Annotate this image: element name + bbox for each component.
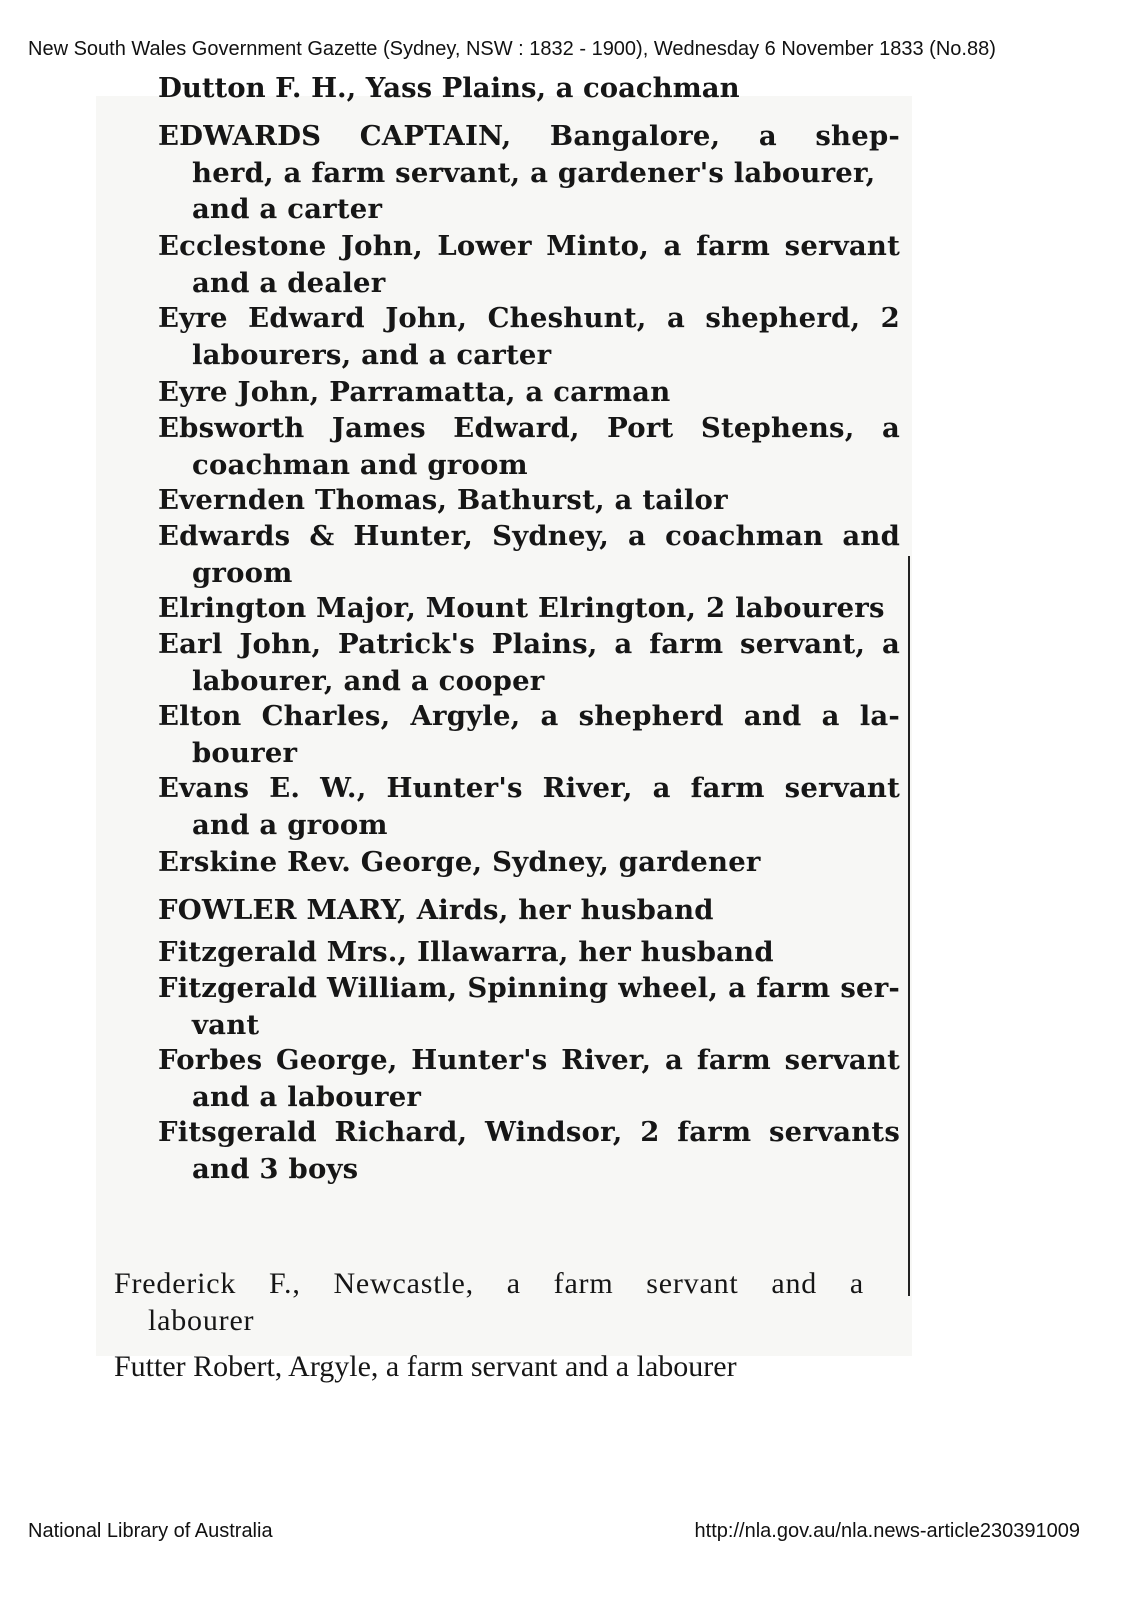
- entry-continuation-line: labourers, and a carter: [192, 338, 552, 371]
- list-item: [158, 970, 900, 1043]
- list-item: [158, 698, 900, 771]
- article-url[interactable]: http://nla.gov.au/nla.news-article230391009: [694, 1520, 1080, 1542]
- entry-continuation-line: and a dealer: [192, 266, 386, 299]
- list-item: [158, 374, 900, 411]
- entry-continuation-line: herd, a farm servant, a gardener's labourer,: [192, 156, 876, 189]
- entry-line: Fitzgerald William, Spinning wheel, a farm ser-: [158, 972, 900, 1004]
- list-item: [158, 770, 900, 843]
- cut-off-top-text: Dutton F. H., Yass Plains, a coachman: [158, 72, 740, 104]
- entry-line: Edwards & Hunter, Sydney, a coachman and: [158, 520, 900, 552]
- entry-line: Frederick F., Newcastle, a farm servant and a: [114, 1267, 864, 1300]
- entry-line: Ebsworth James Edward, Port Stephens, a: [158, 412, 900, 444]
- entry-line: Evernden Thomas, Bathurst, a tailor: [158, 484, 728, 516]
- cut-off-bottom-line: [114, 1350, 874, 1383]
- entry-continuation-line: labourer: [148, 1303, 255, 1337]
- entry-line: Elton Charles, Argyle, a shepherd and a la-: [158, 700, 900, 732]
- entry-continuation-line: and a labourer: [192, 1080, 422, 1113]
- entry-continuation-line: groom: [192, 556, 293, 589]
- entry-line: Evans E. W., Hunter's River, a farm servant: [158, 772, 900, 804]
- scanned-article: [96, 72, 912, 1383]
- list-item: [158, 844, 900, 881]
- list-item: [158, 118, 900, 228]
- list-item: [158, 228, 900, 301]
- entry-continuation-line: coachman and groom: [192, 448, 528, 481]
- source-label: National Library of Australia: [28, 1520, 273, 1542]
- entry-continuation-line: vant: [192, 1008, 260, 1041]
- list-item: [158, 626, 900, 699]
- cut-off-bottom-text: Futter Robert, Argyle, a farm servant and a labourer: [114, 1350, 737, 1383]
- entry-continuation-line: bourer: [192, 736, 298, 769]
- entry-line: Erskine Rev. George, Sydney, gardener: [158, 846, 761, 878]
- entry-line: Fitzgerald Mrs., Illawarra, her husband: [158, 936, 774, 968]
- cut-off-top-line: [158, 72, 878, 106]
- list-item: [158, 892, 900, 929]
- entry-line: Eyre John, Parramatta, a carman: [158, 376, 671, 408]
- entry-line: Earl John, Patrick's Plains, a farm servant, a: [158, 628, 900, 660]
- list-item: [158, 590, 900, 627]
- citation-header: New South Wales Government Gazette (Sydney, NSW : 1832 - 1900), Wednesday 6 November 1833 (No.88): [28, 38, 996, 60]
- entry-line: Ecclestone John, Lower Minto, a farm servant: [158, 230, 900, 262]
- column-rule: [908, 556, 910, 1296]
- entry-line: Elrington Major, Mount Elrington, 2 labourers: [158, 592, 885, 624]
- list-item: [158, 934, 900, 971]
- entry-line: FOWLER MARY, Airds, her husband: [158, 894, 714, 926]
- list-item: [158, 1042, 900, 1115]
- entry-continuation-line: and a carter: [192, 193, 383, 225]
- entry-line: Eyre Edward John, Cheshunt, a shepherd, 2: [158, 302, 900, 334]
- list-item: [158, 1114, 900, 1187]
- list-item: [158, 482, 900, 519]
- list-item: [158, 410, 900, 483]
- entry-continuation-line: and a groom: [192, 808, 388, 841]
- list-item: [114, 1266, 864, 1339]
- entry-continuation-line: and 3 boys: [192, 1152, 359, 1185]
- entry-line: Forbes George, Hunter's River, a farm servant: [158, 1044, 900, 1076]
- list-item: [158, 300, 900, 373]
- entry-line: Fitsgerald Richard, Windsor, 2 farm servants: [158, 1116, 900, 1148]
- entry-continuation-line: labourer, and a cooper: [192, 664, 545, 697]
- list-item: [158, 518, 900, 591]
- entry-line: EDWARDS CAPTAIN, Bangalore, a shep-: [158, 120, 900, 152]
